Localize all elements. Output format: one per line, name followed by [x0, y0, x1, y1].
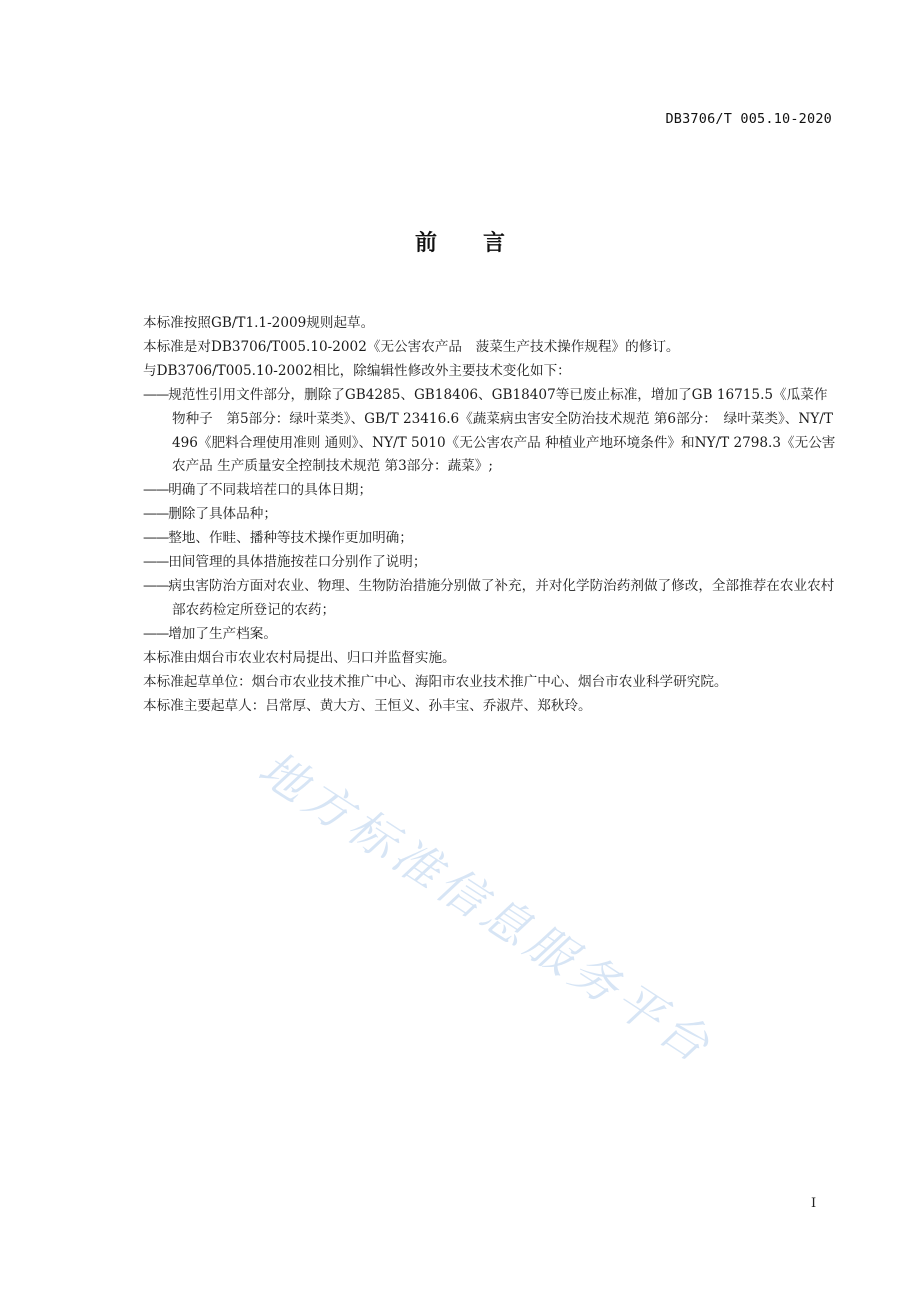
closing-paragraph: 本标准主要起草人：吕常厚、黄大方、王恒义、孙丰宝、乔淑芹、郑秋玲。	[143, 697, 592, 714]
change-item	[143, 551, 838, 575]
closing-paragraph: 本标准起草单位：烟台市农业技术推广中心、海阳市农业技术推广中心、烟台市农业科学研究院。	[143, 673, 728, 690]
change-item	[143, 527, 838, 551]
page-title: 前言	[414, 231, 551, 256]
watermark: 地方标准信息服务平台	[248, 740, 724, 1076]
dash-marker: ——	[143, 554, 169, 571]
dash-marker: ——	[143, 530, 169, 547]
preface-body	[143, 312, 838, 718]
change-text: 规范性引用文件部分，删除了GB4285、GB18406、GB18407等已废止标准，增加了GB 16715.5《瓜菜作物种子 第5部分：绿叶菜类》、GB/T 23416.6《蔬菜病虫害安全防治技术规范 第6部分： 绿叶菜类》、NY/T 496《肥料合理使用准则 通则》、NY/T 5010《无公害农产品 种植业产地环境条件》和NY/T 2798.3《无公害农产品 生产质量安全控制技术规范 第3部分：蔬菜》;	[168, 386, 836, 475]
change-item	[143, 575, 838, 623]
intro-paragraph: 与DB3706/T005.10-2002相比，除编辑性修改外主要技术变化如下：	[143, 362, 571, 379]
standard-code: DB3706/T 005.10-2020	[665, 111, 832, 127]
dash-marker: ——	[143, 386, 169, 403]
intro-paragraph: 本标准是对DB3706/T005.10-2002《无公害农产品 菠菜生产技术操作规程》的修订。	[143, 338, 680, 355]
intro-paragraph: 本标准按照GB/T1.1-2009规则起草。	[143, 315, 375, 331]
change-item	[143, 503, 838, 527]
dash-marker: ——	[143, 577, 169, 594]
change-item	[143, 384, 838, 480]
change-text: 整地、作畦、播种等技术操作更加明确；	[168, 530, 413, 547]
dash-marker: ——	[143, 506, 169, 523]
change-item	[143, 479, 838, 503]
closing-paragraph: 本标准由烟台市农业农村局提出、归口并监督实施。	[143, 649, 456, 666]
page-number: I	[811, 1196, 817, 1211]
change-text: 病虫害防治方面对农业、物理、生物防治措施分别做了补充，并对化学防治药剂做了修改，全部推荐在农业农村部农药检定所登记的农药；	[168, 577, 835, 618]
change-text: 明确了不同栽培茬口的具体日期；	[168, 482, 373, 499]
change-text: 删除了具体品种；	[168, 506, 277, 523]
change-item	[143, 623, 838, 647]
dash-marker: ——	[143, 482, 169, 499]
change-text: 田间管理的具体措施按茬口分别作了说明；	[168, 554, 427, 571]
change-text: 增加了生产档案。	[168, 625, 277, 642]
dash-marker: ——	[143, 625, 169, 642]
